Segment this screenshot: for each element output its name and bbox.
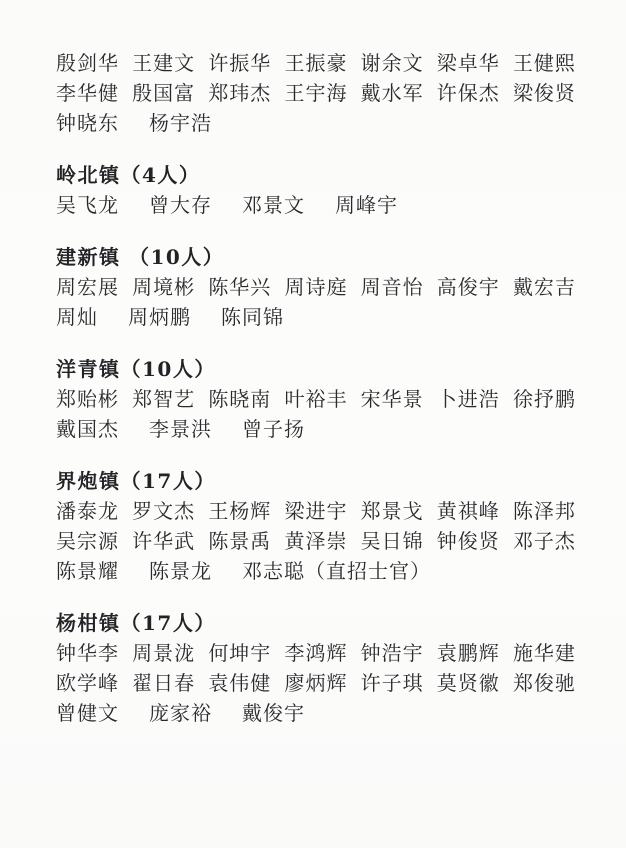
person-name: 殷国富: [132, 81, 196, 105]
person-name: 袁鹏辉: [436, 641, 500, 665]
person-name: 潘泰龙: [56, 499, 119, 523]
person-name: 李鸿辉: [284, 641, 348, 665]
person-name: 李景洪: [149, 417, 212, 441]
person-name: 庞家裕: [149, 701, 212, 725]
person-name: 殷剑华: [56, 51, 119, 75]
section-header: 岭北镇（4人）: [56, 163, 201, 187]
person-name: 郑景戈: [360, 499, 424, 523]
person-name: 戴俊宇: [242, 701, 305, 725]
person-name: 戴国杰: [56, 417, 119, 441]
name-row: [56, 698, 576, 728]
person-name: 陈泽邦: [512, 499, 576, 523]
person-name: 许子琪: [360, 671, 424, 695]
person-name: 曾健文: [56, 701, 119, 725]
roster-section: [56, 160, 576, 220]
person-name: 王宇海: [284, 81, 348, 105]
person-name: 钟浩宇: [360, 641, 424, 665]
name-row: [56, 302, 576, 332]
person-name: 杨宇浩: [149, 111, 212, 135]
person-name: 宋华景: [360, 387, 424, 411]
person-name: 袁伟健: [208, 671, 272, 695]
person-name: 王振豪: [284, 51, 348, 75]
name-row: [56, 384, 576, 414]
person-name: 吴飞龙: [56, 193, 119, 217]
person-name: 周音怡: [360, 275, 424, 299]
person-name: 陈景禹: [208, 529, 272, 553]
person-name: 周境彬: [132, 275, 196, 299]
name-row: [56, 190, 576, 220]
section-header: 建新镇 （10人）: [56, 245, 225, 269]
person-name: 高俊宇: [436, 275, 500, 299]
person-name: 许保杰: [436, 81, 500, 105]
roster-section: [56, 242, 576, 332]
name-row: [56, 414, 576, 444]
person-name: 周诗庭: [284, 275, 348, 299]
person-name: 黄祺峰: [436, 499, 500, 523]
roster-section: [56, 48, 576, 138]
name-row: [56, 272, 576, 302]
name-row: [56, 496, 576, 526]
person-name: 卜进浩: [436, 387, 500, 411]
name-row: [56, 108, 576, 138]
person-name: 戴水军: [360, 81, 424, 105]
person-name: 许振华: [208, 51, 272, 75]
person-name: 梁俊贤: [512, 81, 576, 105]
person-name: 叶裕丰: [284, 387, 348, 411]
person-name: 郑玮杰: [208, 81, 272, 105]
person-name: 翟日春: [132, 671, 196, 695]
person-name: 郑俊驰: [512, 671, 576, 695]
person-name: 戴宏吉: [512, 275, 576, 299]
person-name: 曾大存: [149, 193, 212, 217]
person-name: 欧学峰: [56, 671, 119, 695]
person-name: 王杨辉: [208, 499, 272, 523]
person-name: 郑智艺: [132, 387, 196, 411]
name-row: [56, 668, 576, 698]
roster-section: [56, 608, 576, 728]
person-name: 周炳鹏: [128, 305, 191, 329]
name-row: [56, 556, 576, 586]
name-row: [56, 638, 576, 668]
person-name: 钟俊贤: [436, 529, 500, 553]
person-name: 吴宗源: [56, 529, 119, 553]
person-name: 周景泷: [132, 641, 196, 665]
person-name: 钟晓东: [56, 111, 119, 135]
person-name: 谢余文: [360, 51, 424, 75]
person-name: 邓志聪（直招士官）: [242, 559, 431, 583]
name-row: [56, 48, 576, 78]
person-name: 陈景龙: [149, 559, 212, 583]
person-name: 廖炳辉: [284, 671, 348, 695]
person-name: 邓景文: [242, 193, 305, 217]
person-name: 何坤宇: [208, 641, 272, 665]
roster-section: [56, 466, 576, 586]
section-header: 杨柑镇（17人）: [56, 611, 216, 635]
person-name: 李华健: [56, 81, 119, 105]
section-header: 界炮镇（17人）: [56, 469, 216, 493]
person-name: 吴日锦: [360, 529, 424, 553]
person-name: 陈晓南: [208, 387, 272, 411]
person-name: 陈华兴: [208, 275, 272, 299]
person-name: 黄泽崇: [284, 529, 348, 553]
person-name: 施华建: [512, 641, 576, 665]
person-name: 邓子杰: [512, 529, 576, 553]
person-name: 许华武: [132, 529, 196, 553]
person-name: 梁卓华: [436, 51, 500, 75]
person-name: 徐抒鹏: [512, 387, 576, 411]
person-name: 郑贻彬: [56, 387, 119, 411]
person-name: 陈同锦: [221, 305, 284, 329]
person-name: 周峰宇: [335, 193, 398, 217]
person-name: 周灿: [56, 305, 98, 329]
section-header: 洋青镇（10人）: [56, 357, 216, 381]
person-name: 陈景耀: [56, 559, 119, 583]
name-row: [56, 526, 576, 556]
roster-section: [56, 354, 576, 444]
roster-sections: [56, 48, 576, 728]
person-name: 王建文: [132, 51, 196, 75]
person-name: 钟华李: [56, 641, 119, 665]
person-name: 周宏展: [56, 275, 119, 299]
name-row: [56, 78, 576, 108]
person-name: 罗文杰: [132, 499, 196, 523]
person-name: 王健熙: [512, 51, 576, 75]
person-name: 梁进宇: [284, 499, 348, 523]
person-name: 莫贤徽: [436, 671, 500, 695]
person-name: 曾子扬: [242, 417, 305, 441]
